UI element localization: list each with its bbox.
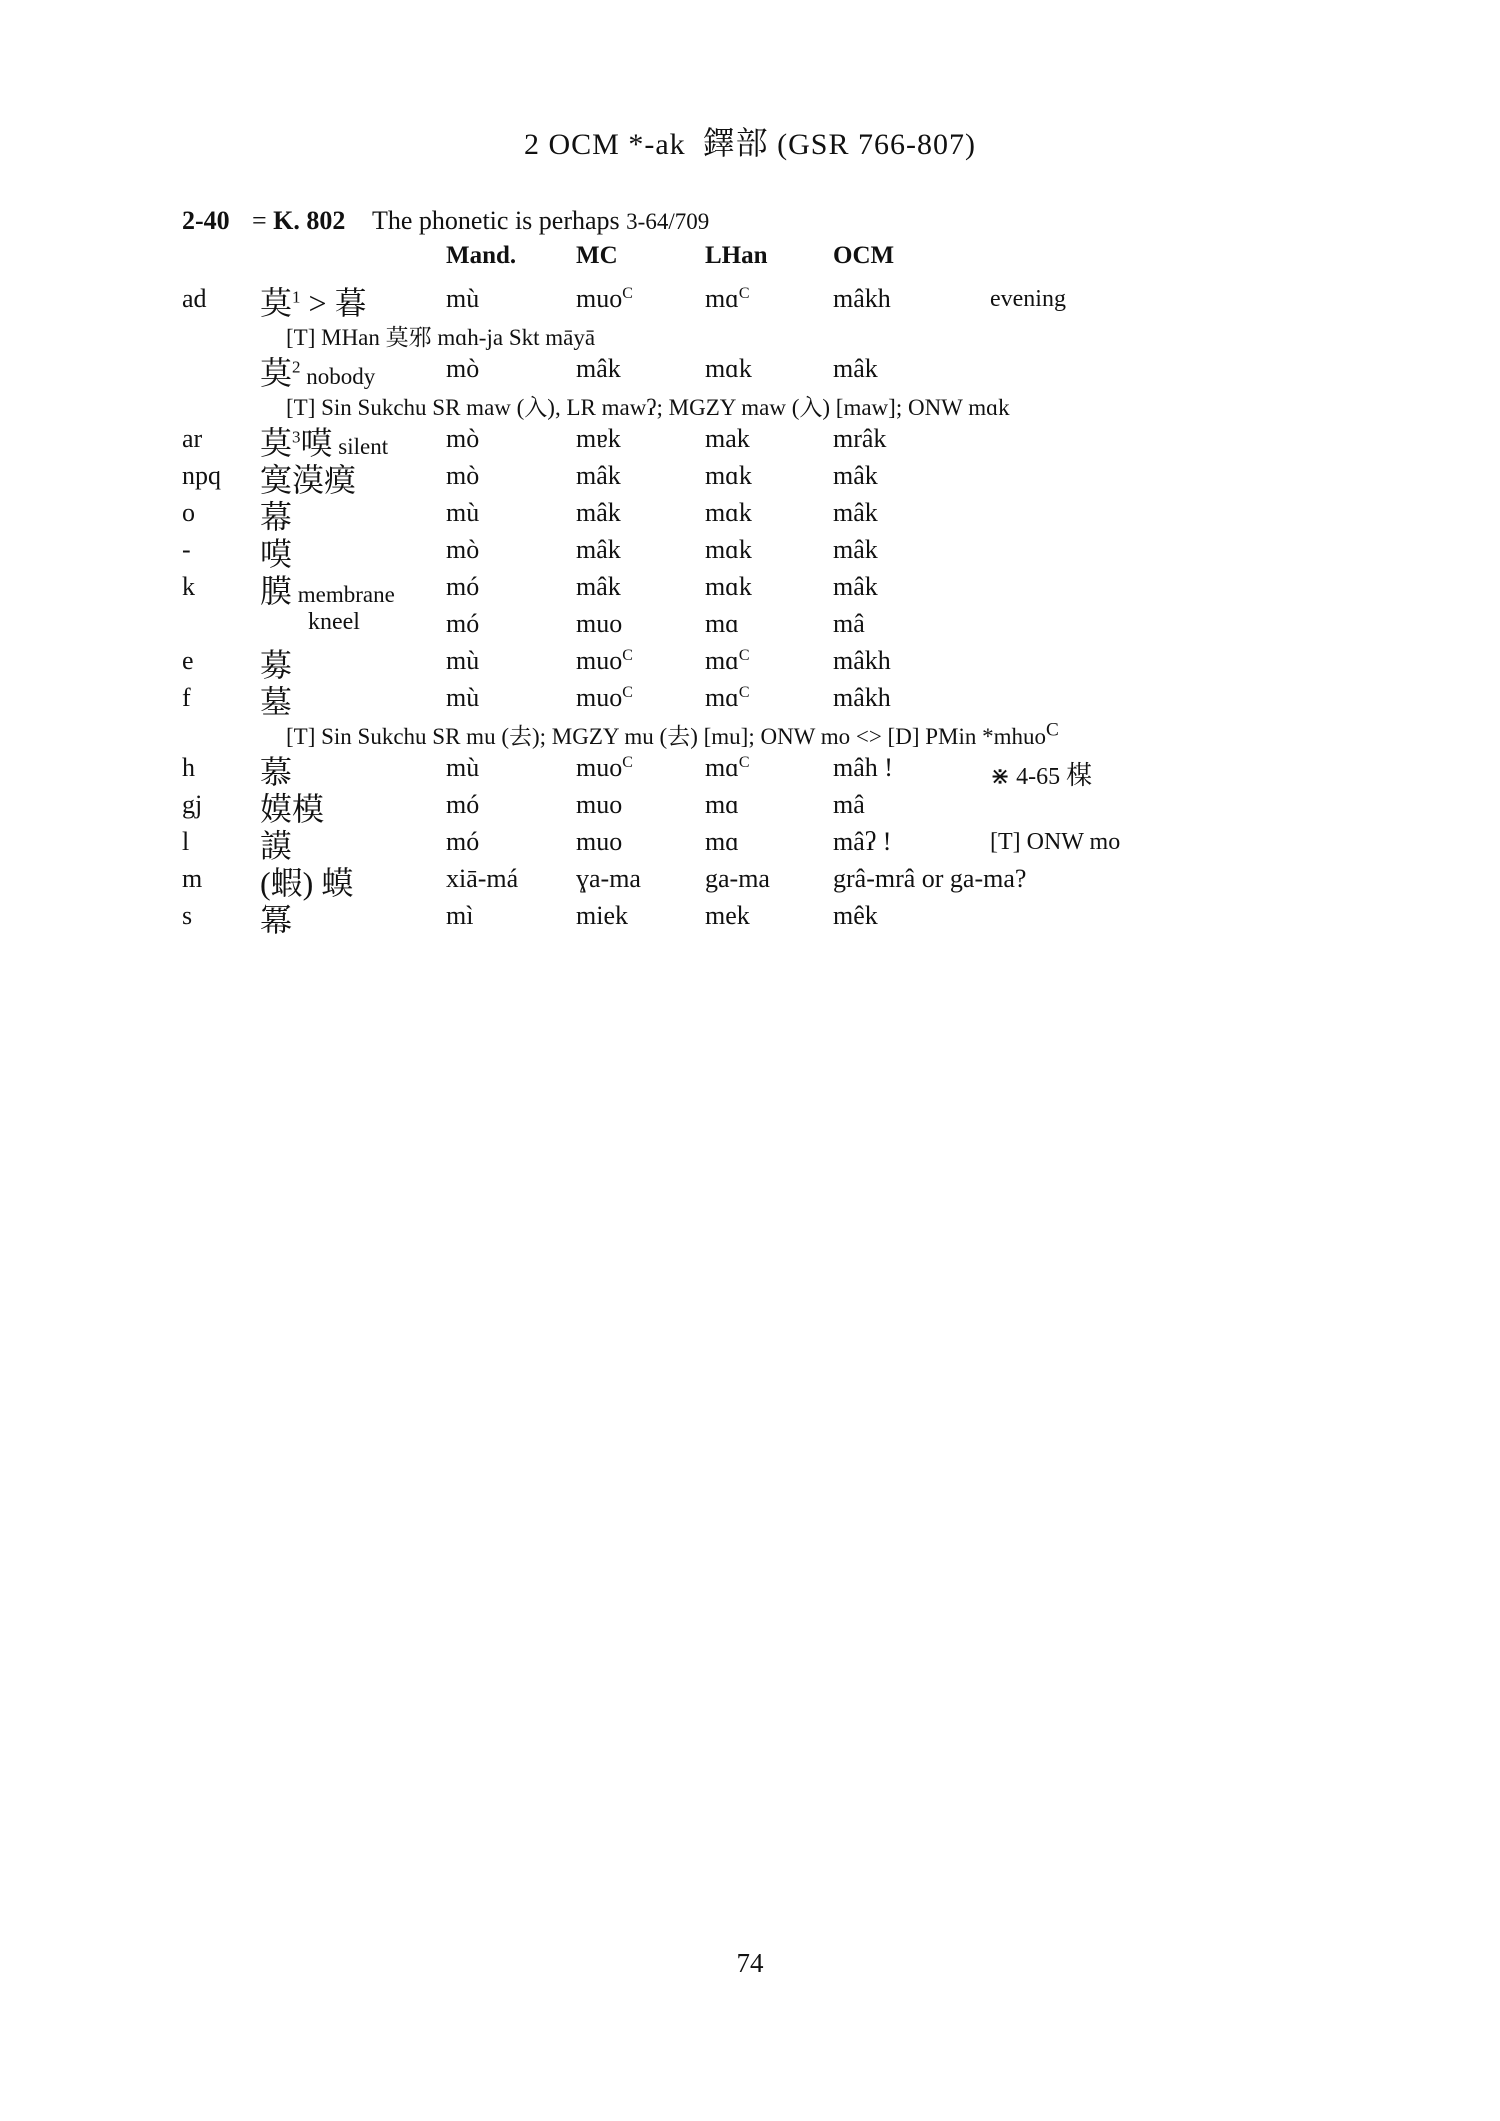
ocm-value: mrâk (833, 424, 887, 453)
mc-value: miek (576, 901, 628, 930)
lhan-value: mɑ (705, 284, 739, 313)
row-characters (260, 895, 292, 941)
row-comment-text: evening (990, 286, 1066, 312)
mandarin-value: mù (446, 683, 480, 712)
mc-tone-mark: C (622, 647, 633, 664)
middle-chinese-reading (576, 646, 633, 676)
col-header-lhan: LHan (705, 242, 768, 269)
mandarin-reading (446, 572, 479, 602)
row-label: o (182, 498, 195, 527)
col-header-mc: MC (576, 242, 618, 269)
later-han-reading (705, 753, 750, 783)
old-chinese-reading (833, 424, 886, 454)
mc-value: muo (576, 683, 623, 712)
ocm-value: mâ (833, 790, 865, 819)
entry-number: 2-40 (182, 206, 230, 235)
later-han-reading (705, 683, 750, 713)
lhan-value: mɑ (705, 827, 739, 856)
mandarin-value: mò (446, 461, 480, 490)
mandarin-reading (446, 864, 518, 894)
entry-ref-prefix: = (252, 206, 274, 235)
middle-chinese-reading (576, 901, 628, 931)
col-header-mand: Mand. (446, 242, 517, 269)
graph: 嗼 (260, 536, 293, 572)
later-han-reading (705, 827, 739, 857)
middle-chinese-reading (576, 683, 633, 713)
ocm-value: mâkh (833, 284, 891, 313)
mandarin-value: mù (446, 284, 480, 313)
old-chinese-reading (833, 535, 878, 565)
entry-note-ref: 3-64/709 (626, 209, 710, 234)
col-header-ocm: OCM (833, 242, 895, 269)
mandarin-reading (446, 609, 479, 639)
row-label: - (182, 535, 191, 564)
mc-value: mâk (576, 535, 621, 564)
old-chinese-reading (833, 609, 865, 639)
lhan-value: mɑ (705, 790, 739, 819)
graph: 冪 (260, 902, 293, 938)
graph-extra: 嗼 (300, 425, 333, 461)
ocm-value: grâ-mrâ or ga-ma? (833, 864, 1027, 893)
mandarin-reading (446, 790, 479, 820)
mandarin-reading (446, 424, 479, 454)
table-row (182, 418, 1382, 461)
table-row (182, 455, 1382, 498)
annotation-tone-mark: C (1046, 719, 1059, 741)
graph: 幕 (260, 499, 293, 535)
ocm-value: mâk (833, 498, 878, 527)
mc-tone-mark: C (622, 684, 633, 701)
table-row (182, 821, 1382, 864)
later-han-reading (705, 609, 739, 639)
graph-extra: > 暮 (300, 285, 367, 321)
row-label: k (182, 572, 195, 601)
lhan-value: mek (705, 901, 750, 930)
entry-ref-value: K. 802 (273, 206, 346, 235)
row-gloss: kneel (308, 609, 360, 635)
lhan-tone-mark: C (738, 754, 750, 771)
ocm-value: mâk (833, 572, 878, 601)
mandarin-value: xiā-má (446, 864, 519, 893)
row-gloss: silent (332, 434, 389, 459)
mc-value: muo (576, 284, 623, 313)
mc-value: mâk (576, 498, 621, 527)
row-label: npq (182, 461, 221, 490)
row-label: s (182, 901, 193, 930)
ocm-value: mâh ! (833, 753, 893, 782)
graph-index: 2 (292, 357, 301, 377)
lhan-tone-mark: C (738, 285, 750, 302)
row-comment-text: ⋇ 4-65 (990, 764, 1067, 790)
ocm-value: mâkh (833, 646, 891, 675)
title-suffix: (GSR 766-807) (777, 128, 976, 161)
annotation-line (182, 714, 1382, 747)
middle-chinese-reading (576, 790, 622, 820)
old-chinese-reading (833, 646, 891, 676)
middle-chinese-reading (576, 535, 621, 565)
old-chinese-reading (833, 572, 878, 602)
lhan-value: ga-ma (705, 864, 770, 893)
mandarin-value: mó (446, 827, 480, 856)
mandarin-reading (446, 683, 479, 713)
page-number: 74 (736, 1948, 764, 1978)
entry-table (182, 278, 1382, 938)
middle-chinese-reading (576, 354, 621, 384)
lhan-value: mak (705, 424, 750, 453)
row-gloss: membrane (292, 582, 395, 607)
ocm-value: mêk (833, 901, 878, 930)
mc-value: ɣa-ma (576, 864, 641, 893)
table-row (182, 858, 1382, 901)
mandarin-value: mò (446, 535, 480, 564)
graph: 莫 (260, 425, 293, 461)
mc-value: mâk (576, 354, 621, 383)
ocm-value: mâk (833, 461, 878, 490)
graph: 莫 (260, 285, 293, 321)
lhan-value: mɑk (705, 572, 752, 601)
mandarin-value: mò (446, 354, 480, 383)
table-row (182, 895, 1382, 938)
middle-chinese-reading (576, 753, 633, 783)
mc-value: muo (576, 790, 623, 819)
table-row (182, 348, 1382, 391)
mandarin-value: mù (446, 753, 480, 782)
page-title (0, 118, 1500, 164)
table-row (182, 278, 1382, 321)
mc-value: mâk (576, 461, 621, 490)
old-chinese-reading (833, 901, 878, 931)
row-label: m (182, 864, 203, 893)
lhan-value: mɑk (705, 535, 752, 564)
mc-tone-mark: C (622, 754, 633, 771)
lhan-value: mɑ (705, 753, 739, 782)
mandarin-value: mó (446, 609, 480, 638)
middle-chinese-reading (576, 609, 622, 639)
middle-chinese-reading (576, 572, 621, 602)
row-label: gj (182, 790, 203, 819)
mandarin-value: mó (446, 790, 480, 819)
later-han-reading (705, 790, 739, 820)
old-chinese-reading (833, 284, 891, 314)
mc-value: mɐk (576, 424, 621, 453)
mandarin-reading (446, 901, 473, 931)
table-row (182, 784, 1382, 827)
middle-chinese-reading (576, 424, 621, 454)
lhan-value: mɑ (705, 646, 739, 675)
table-row (182, 677, 1382, 720)
row-gloss: nobody (300, 364, 376, 389)
graph: 墓 (260, 684, 293, 720)
old-chinese-reading (833, 827, 891, 857)
row-label: l (182, 827, 190, 856)
lhan-value: mɑ (705, 609, 739, 638)
graph: 膜 (260, 573, 293, 609)
old-chinese-reading (833, 683, 891, 713)
middle-chinese-reading (576, 461, 621, 491)
graph: 謨 (260, 828, 293, 864)
later-han-reading (705, 354, 752, 384)
old-chinese-reading (833, 354, 878, 384)
table-row (182, 566, 1382, 609)
later-han-reading (705, 461, 752, 491)
annotation-body: [T] Sin Sukchu SR mu (去); MGZY mu (去) [mu]; ONW mo <> [D] PMin *mhuo (286, 724, 1046, 749)
old-chinese-reading (833, 790, 865, 820)
lhan-value: mɑ (705, 683, 739, 712)
later-han-reading (705, 535, 752, 565)
title-cjk: 鐸部 (702, 125, 769, 161)
graph: 募 (260, 647, 293, 683)
mc-tone-mark: C (622, 285, 633, 302)
middle-chinese-reading (576, 827, 622, 857)
table-row (182, 603, 1382, 640)
entry-note: The phonetic is perhaps (372, 206, 627, 235)
row-label: ad (182, 284, 207, 313)
mandarin-reading (446, 354, 479, 384)
entry-reference (252, 206, 372, 236)
annotation-line (182, 385, 1382, 418)
middle-chinese-reading (576, 284, 633, 314)
mc-value: muo (576, 609, 623, 638)
mandarin-reading (446, 461, 479, 491)
mc-value: muo (576, 753, 623, 782)
mandarin-reading (446, 498, 479, 528)
row-label: ar (182, 424, 203, 453)
graph: 嫫模 (260, 791, 325, 827)
table-row (182, 492, 1382, 535)
lhan-tone-mark: C (738, 647, 750, 664)
lhan-value: mɑk (705, 498, 752, 527)
old-chinese-reading (833, 864, 1026, 894)
mandarin-value: mù (446, 498, 480, 527)
row-comment (990, 286, 1066, 313)
graph-index: 3 (292, 427, 301, 447)
mandarin-reading (446, 284, 479, 314)
mandarin-reading (446, 646, 479, 676)
mandarin-reading (446, 753, 479, 783)
row-label: h (182, 753, 195, 782)
graph: 慕 (260, 754, 293, 790)
annotation-line (182, 315, 1382, 348)
mandarin-reading (446, 535, 479, 565)
later-han-reading (705, 284, 750, 314)
mc-value: muo (576, 827, 623, 856)
lhan-value: mɑk (705, 461, 752, 490)
row-comment (990, 829, 1120, 856)
later-han-reading (705, 646, 750, 676)
ocm-value: mâ (833, 609, 865, 638)
annotation-body: [T] Sin Sukchu SR maw (入), LR mawʔ; MGZY maw (入) [maw]; ONW mɑk (286, 395, 1010, 420)
middle-chinese-reading (576, 498, 621, 528)
mc-value: mâk (576, 572, 621, 601)
old-chinese-reading (833, 461, 878, 491)
table-row (182, 640, 1382, 683)
row-comment-graph: 楳 (1066, 761, 1093, 790)
lhan-tone-mark: C (738, 684, 750, 701)
old-chinese-reading (833, 753, 893, 783)
entry-heading (182, 206, 1382, 236)
graph: (蝦) 蟆 (260, 865, 354, 901)
later-han-reading (705, 424, 750, 454)
table-row (182, 529, 1382, 572)
mc-value: muo (576, 646, 623, 675)
later-han-reading (705, 864, 770, 894)
mandarin-value: mó (446, 572, 480, 601)
ocm-value: mâʔ ! (833, 827, 892, 856)
later-han-reading (705, 572, 752, 602)
ocm-value: mâk (833, 354, 878, 383)
graph: 寞漠瘼 (260, 462, 357, 498)
lhan-value: mɑk (705, 354, 752, 383)
later-han-reading (705, 901, 750, 931)
ocm-value: mâk (833, 535, 878, 564)
mandarin-value: mì (446, 901, 474, 930)
graph: 莫 (260, 355, 293, 391)
annotation-body: [T] MHan 莫邪 mɑh-ja Skt māyā (286, 325, 596, 350)
column-headers (182, 242, 1382, 276)
title-prefix: 2 OCM *-ak (523, 128, 686, 161)
old-chinese-reading (833, 498, 878, 528)
row-label: f (182, 683, 191, 712)
graph-index: 1 (292, 287, 301, 307)
row-comment-text: [T] ONW mo (990, 829, 1121, 855)
ocm-value: mâkh (833, 683, 891, 712)
table-row (182, 747, 1382, 790)
mandarin-value: mù (446, 646, 480, 675)
row-label: e (182, 646, 194, 675)
mandarin-value: mò (446, 424, 480, 453)
mandarin-reading (446, 827, 479, 857)
middle-chinese-reading (576, 864, 641, 894)
later-han-reading (705, 498, 752, 528)
